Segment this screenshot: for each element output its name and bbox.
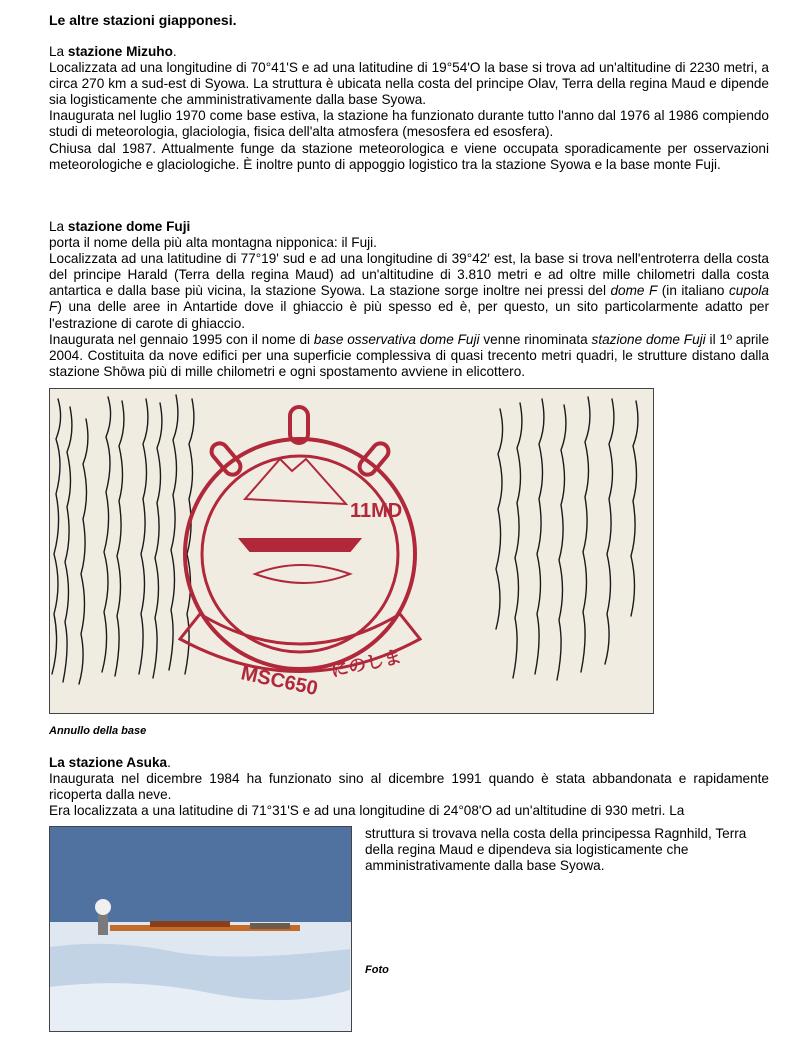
fuji-p3-c: il 1º aprile 2004. Costituita da nove edifici per una superficie complessiva di quasi trecento metri quadri, le strutture distano dalla stazione Shōwa più di mille chilometri e ogni spostamento avviene in elicottero. bbox=[49, 331, 770, 379]
fuji-paragraph-2 bbox=[49, 251, 769, 331]
asuka-title bbox=[49, 755, 769, 771]
fuji-paragraph-3 bbox=[49, 332, 769, 380]
section-dome-fuji bbox=[49, 219, 769, 380]
asuka-photo bbox=[49, 826, 352, 1032]
fuji-p3-a: Inaugurata nel gennaio 1995 con il nome di bbox=[49, 331, 314, 347]
asuka-paragraph-2-top: Era localizzata a una latitudine di 71°31'S e ad una longitudine di 24°08'O ad un'altitudine di 930 metri. La bbox=[49, 803, 685, 819]
stamp-caption: Annullo della base bbox=[49, 725, 147, 737]
fuji-p3-b: venne rinominata bbox=[479, 331, 592, 347]
section-asuka bbox=[49, 755, 769, 819]
asuka-title-post: . bbox=[167, 755, 171, 770]
stamp-letter-image bbox=[49, 388, 654, 714]
asuka-photo-scene bbox=[50, 827, 352, 1032]
handwriting-left bbox=[52, 395, 194, 684]
asuka-title-bold: La stazione Asuka bbox=[49, 755, 168, 770]
fuji-p2-end: ) una delle aree in Antartide dove il ghiaccio è più spesso ed è, per questo, un sito particolarmente adatto per l'estrazione di carote di ghiaccio. bbox=[49, 299, 769, 331]
fuji-p3-em2: stazione dome Fuji bbox=[591, 331, 706, 347]
page-heading: Le altre stazioni giapponesi. bbox=[49, 12, 237, 28]
photo-caption: Foto bbox=[365, 964, 389, 976]
mizuho-title-pre: La bbox=[49, 44, 68, 59]
stamp-illustration bbox=[50, 389, 654, 714]
mizuho-paragraph-2: Inaugurata nel luglio 1970 come base estiva, la stazione ha funzionato durante tutto l'anno dal 1976 al 1986 compiendo studi di meteorologia, glaciologia, fisica dell'alta atmosfera (mesosfera ed esosfera). bbox=[49, 108, 769, 140]
mizuho-title-bold: stazione Mizuho bbox=[67, 44, 173, 59]
fuji-p3-em1: base osservativa dome Fuji bbox=[313, 331, 480, 347]
asuka-side-text: struttura si trovava nella costa della principessa Ragnhild, Terra della regina Maud e dipendeva sia logisticamente che amministrativamente dalla base Syowa. bbox=[365, 826, 747, 874]
mizuho-title bbox=[49, 44, 769, 60]
mizuho-paragraph-1: Localizzata ad una longitudine di 70°41'S e ad una latitudine di 19°54'O la base si trova ad un'altitudine di 2230 metri, a circa 270 km a sud-est di Syowa. La struttura è ubicata nella costa del principe Olav, Terra della regina Maud e dipende sia logisticamente che amministrativamente dalla base Syowa. bbox=[49, 60, 769, 108]
stamp-ship-name: にのしま bbox=[328, 646, 404, 682]
fuji-paragraph-1: porta il nome della più alta montagna nipponica: il Fuji. bbox=[49, 235, 377, 251]
stamp-hull-number: MSC650 bbox=[238, 662, 320, 701]
fuji-p2-em1: dome F bbox=[610, 283, 658, 299]
fuji-p2-em2: cupola F bbox=[49, 283, 769, 315]
stamp-ship-code: 11MD bbox=[350, 500, 403, 522]
handwriting-right bbox=[496, 397, 638, 680]
fuji-title-bold: stazione dome Fuji bbox=[67, 219, 191, 234]
fuji-p2-text: Localizzata ad una latitudine di 77°19' sud e ad una longitudine di 39°42′ est, la base si trova nell'entroterra della costa del principe Harald (Terra della regina Maud) ad un'altitudine di 3.810 metri e ad oltre mille chilometri dalla costa antartica e dalla base più vicina, la stazione Syowa. La stazione sorge inoltre nei pressi del bbox=[49, 251, 769, 299]
stamp-seal bbox=[180, 407, 420, 672]
fuji-p2-mid: (in italiano bbox=[657, 283, 729, 299]
fuji-title-pre: La bbox=[49, 219, 68, 234]
section-mizuho bbox=[49, 44, 769, 173]
mizuho-title-post: . bbox=[172, 44, 177, 59]
mizuho-paragraph-3: Chiusa dal 1987. Attualmente funge da stazione meteorologica e viene occupata sporadicamente per osservazioni meteorologiche e glaciologiche. È inoltre punto di appoggio logistico tra la stazione Syowa e la base monte Fuji. bbox=[49, 140, 769, 172]
fuji-title bbox=[49, 219, 769, 235]
asuka-paragraph-1: Inaugurata nel dicembre 1984 ha funzionato sino al dicembre 1991 quando è stata abbandonata e rapidamente ricoperta dalla neve. bbox=[49, 771, 769, 803]
